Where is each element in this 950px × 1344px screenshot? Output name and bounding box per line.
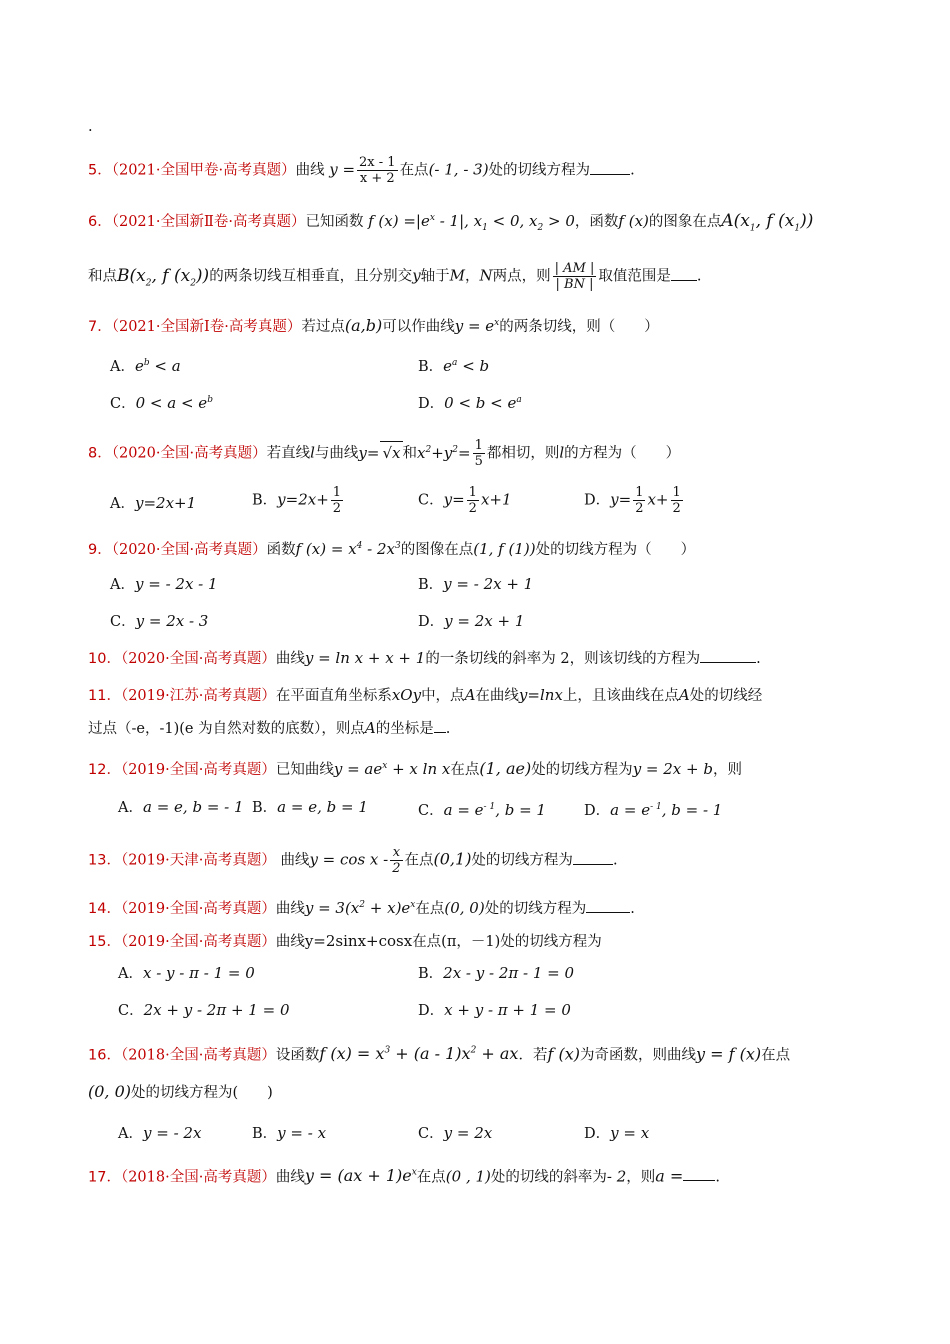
- math: (- 1, - 3): [428, 160, 489, 179]
- text: 在点: [450, 762, 480, 778]
- text: .: [445, 721, 451, 737]
- answer-blank: [573, 850, 613, 865]
- math: (0, 0): [88, 1082, 132, 1101]
- math: $B(x_2$, f $(x_2)$): [117, 265, 210, 288]
- question-number: 7．: [88, 319, 112, 335]
- question-11-line-2: [88, 717, 880, 740]
- option-a[interactable]: A．y=2x+1: [110, 494, 197, 512]
- text: 已知函数: [305, 214, 364, 230]
- option-a[interactable]: A．x - y - π - 1 = 0: [118, 964, 255, 982]
- option-d[interactable]: D．y= $\frac{1}{2}$ x+ $\frac{1}{2}$: [584, 485, 681, 516]
- option-b[interactable]: B．$e^a < b$: [418, 357, 490, 375]
- text: 函数: [266, 542, 296, 558]
- question-source: （2020·全国·高考真题）: [111, 445, 267, 462]
- math: xOy: [391, 686, 422, 704]
- question-5: [88, 155, 880, 186]
- text: 若直线: [266, 445, 311, 462]
- question-number: 13．: [88, 852, 121, 869]
- math: (0,1): [433, 849, 472, 869]
- math: (1, ae): [479, 759, 532, 778]
- math: f $(x) =|e^x - 1|$, $x_1 < 0$, $x_2 > 0$: [368, 212, 575, 233]
- option-b[interactable]: B．y=2x+ $\frac{1}{2}$: [252, 485, 342, 516]
- question-number: 10．: [88, 651, 121, 667]
- text: 中，点: [421, 688, 465, 704]
- option-b[interactable]: B．y = - 2x + 1: [418, 575, 534, 593]
- answer-blank: [434, 718, 446, 733]
- math: $A(x_1$, f $(x_1)$): [721, 211, 814, 234]
- text: .: [612, 852, 618, 869]
- text: 都相切，则: [486, 445, 560, 462]
- question-number: 15．: [88, 934, 121, 950]
- text: 和: [402, 445, 417, 462]
- text: .: [630, 162, 635, 179]
- text: 的图像在点: [400, 542, 474, 558]
- answer-blank: [586, 898, 630, 913]
- text: .: [715, 1169, 720, 1186]
- math: A: [464, 686, 476, 704]
- option-a[interactable]: A．y = - 2x: [118, 1124, 202, 1142]
- text: 过点（-e，-1)(e 为自然对数的底数），则点: [88, 721, 365, 737]
- question-number: 8．: [88, 445, 112, 462]
- question-source: （2019·全国·高考真题）: [120, 934, 276, 950]
- answer-blank: [683, 1166, 715, 1181]
- text: 的图象在点: [648, 214, 722, 230]
- math: y = ln x + x + 1: [304, 649, 426, 667]
- math: $y = ae^x + x$ ln x: [333, 760, 451, 778]
- leading-dot: .: [88, 119, 93, 135]
- text: 的两条切线，则（ ）: [499, 319, 659, 335]
- text: 在曲线: [475, 688, 519, 704]
- text: 在点: [404, 852, 434, 869]
- question-source: （2020·全国·高考真题）: [111, 542, 267, 558]
- question-9: [88, 535, 880, 561]
- option-a[interactable]: A．y = - 2x - 1: [110, 575, 218, 593]
- option-b[interactable]: B．a = e, b = 1: [252, 798, 368, 816]
- math: f (x): [618, 212, 649, 230]
- text: 上，且该曲线在点: [562, 688, 679, 704]
- math: N: [479, 266, 493, 285]
- math: $y = 3(x^2 + x)e^x$: [304, 899, 416, 917]
- math: $y = e^x$: [454, 317, 500, 335]
- question-source: （2021·全国甲卷·高考真题）: [111, 162, 296, 179]
- fraction: $\frac{2x - 1}{x + 2}$: [359, 155, 396, 186]
- question-number: 6．: [88, 214, 112, 230]
- text: 两点，则: [492, 268, 551, 285]
- text: 和点: [88, 268, 117, 285]
- math: y = f (x): [695, 1044, 762, 1064]
- question-source: （2019·全国·高考真题）: [120, 901, 276, 917]
- question-source: （2018·全国·高考真题）: [120, 1047, 276, 1064]
- option-a[interactable]: A．$e^b < a$: [110, 357, 181, 375]
- text: .: [630, 901, 635, 917]
- text: 处的切线方程为: [531, 762, 633, 778]
- question-source: （2018·全国·高考真题）: [120, 1169, 276, 1186]
- math: y=lnx: [518, 686, 563, 704]
- option-d[interactable]: D．$0 < b < e^a$: [418, 394, 522, 412]
- question-number: 5．: [88, 162, 112, 179]
- fraction: $\frac{| AM |}{| BN |}$: [554, 261, 595, 292]
- question-7: [88, 312, 880, 338]
- math: y = 2x + b: [632, 760, 713, 778]
- text: 可以作曲线: [382, 319, 455, 335]
- option-c[interactable]: C．y = 2x - 3: [110, 612, 209, 630]
- question-number: 14．: [88, 901, 121, 917]
- math: y= √x: [358, 444, 402, 462]
- question-source: （2021·全国新Ⅱ卷·高考真题）: [111, 214, 306, 230]
- text: 曲线: [275, 651, 305, 667]
- text: 处的切线方程为: [484, 901, 587, 917]
- text: ，: [465, 268, 480, 285]
- option-c[interactable]: C．$0 < a < e^b$: [110, 394, 213, 412]
- question-source: （2020·全国·高考真题）: [120, 651, 276, 667]
- text: 曲线: [275, 1169, 305, 1186]
- answer-blank: [590, 160, 630, 175]
- math: f (x): [547, 1044, 580, 1064]
- text: 处的切线方程为( ): [131, 1085, 273, 1101]
- math: $x^2+y^2=$: [417, 443, 471, 462]
- option-d[interactable]: D．x + y - π + 1 = 0: [418, 1001, 571, 1019]
- math: y=2sinx+cosx: [304, 932, 413, 950]
- text: 若过点: [301, 319, 345, 335]
- math: y = cos x -: [309, 850, 389, 869]
- question-6: [88, 207, 880, 239]
- fraction: $\frac{1}{5}$: [474, 438, 483, 469]
- math: (0, 0): [444, 899, 485, 917]
- text: 的方程为（ ）: [564, 445, 681, 462]
- option-c[interactable]: C．2x + y - 2π + 1 = 0: [118, 1001, 290, 1019]
- question-16: [88, 1040, 880, 1066]
- text: 设函数: [275, 1047, 320, 1064]
- answer-blank: [671, 266, 697, 281]
- text: 在点: [399, 162, 429, 179]
- option-d[interactable]: D．y = 2x + 1: [418, 612, 525, 630]
- math: l: [559, 443, 565, 462]
- option-b[interactable]: B．2x - y - 2π - 1 = 0: [418, 964, 575, 982]
- text: 曲线: [275, 934, 305, 950]
- question-source: （2019·天津·高考真题）: [120, 852, 276, 869]
- math: y =: [329, 160, 356, 179]
- text: 的一条切线的斜率为 2，则该切线的方程为: [425, 651, 701, 667]
- text: 在平面直角坐标系: [275, 688, 392, 704]
- text: ．若: [518, 1047, 548, 1064]
- answer-blank: [700, 648, 756, 663]
- option-c[interactable]: C．$a = e^{- 1}$, b = 1: [418, 801, 546, 819]
- question-17: [88, 1162, 880, 1188]
- text: 在点: [416, 1169, 446, 1186]
- question-8: [88, 438, 880, 469]
- question-12: [88, 755, 880, 781]
- math: (1, f (1)): [473, 540, 536, 558]
- text: 已知曲线: [275, 762, 334, 778]
- text: 处的切线经: [689, 688, 763, 704]
- math: a =: [655, 1166, 684, 1186]
- fraction: $\frac{x}{2}$: [392, 845, 401, 876]
- text: .: [696, 268, 702, 285]
- option-c[interactable]: C．y= $\frac{1}{2}$ x+1: [418, 485, 512, 516]
- question-source: （2019·全国·高考真题）: [120, 762, 276, 778]
- text: 轴于: [420, 268, 450, 285]
- text: 与曲线: [314, 445, 359, 462]
- math: y: [412, 266, 421, 285]
- text: 曲线: [275, 901, 305, 917]
- question-number: 17．: [88, 1169, 121, 1186]
- question-13: [88, 845, 880, 876]
- math: $y = (ax + 1)e^x$: [304, 1166, 417, 1186]
- text: 处的切线方程为: [488, 162, 591, 179]
- text: 处的切线的斜率为: [490, 1169, 607, 1186]
- math: (0 , 1): [445, 1167, 491, 1186]
- text: 曲线: [280, 852, 310, 869]
- math: M: [449, 266, 466, 285]
- question-number: 11．: [88, 688, 121, 704]
- math: A: [678, 686, 690, 704]
- text: 曲线: [295, 162, 325, 179]
- text: 在点: [415, 901, 445, 917]
- text: ，则: [626, 1169, 656, 1186]
- text: 处的切线方程为（ ）: [535, 542, 696, 558]
- question-number: 9．: [88, 542, 112, 558]
- text: 的坐标是: [375, 721, 434, 737]
- text: 取值范围是: [598, 268, 671, 285]
- text: .: [756, 651, 761, 667]
- text: ，函数: [574, 214, 619, 230]
- question-10: [88, 647, 880, 670]
- question-number: 16．: [88, 1047, 121, 1064]
- question-source: （2021·全国新Ⅰ卷·高考真题）: [111, 319, 302, 335]
- option-c[interactable]: C．y = 2x: [418, 1124, 493, 1142]
- question-15: [88, 930, 880, 953]
- question-14: [88, 894, 880, 920]
- option-d[interactable]: D．y = x: [584, 1124, 650, 1142]
- math: (a,b): [344, 316, 383, 335]
- question-6-line-2: [88, 261, 880, 294]
- math: - 2: [606, 1167, 627, 1186]
- text: 为奇函数，则曲线: [579, 1047, 696, 1064]
- option-a[interactable]: A．a = e, b = - 1: [118, 798, 244, 816]
- math: f $(x) = x^3 + (a - 1)x^2$ + ax: [319, 1044, 519, 1064]
- text: 在点(π，－1)处的切线方程为: [412, 934, 602, 950]
- text: ，则: [712, 762, 742, 778]
- option-d[interactable]: D．$a = e^{- 1}$, b = - 1: [584, 801, 723, 819]
- math: A: [364, 719, 376, 737]
- math: l: [310, 443, 315, 462]
- text: 处的切线方程为: [471, 852, 573, 869]
- question-11: [88, 684, 880, 707]
- option-b[interactable]: B．y = - x: [252, 1124, 327, 1142]
- question-16-line-2: [88, 1081, 880, 1104]
- question-source: （2019·江苏·高考真题）: [120, 688, 276, 704]
- question-number: 12．: [88, 762, 121, 778]
- text: 的两条切线互相垂直，且分别交: [209, 268, 413, 285]
- text: 在点: [761, 1047, 791, 1064]
- math: f $(x) = x^4 - 2x^3$: [295, 540, 401, 558]
